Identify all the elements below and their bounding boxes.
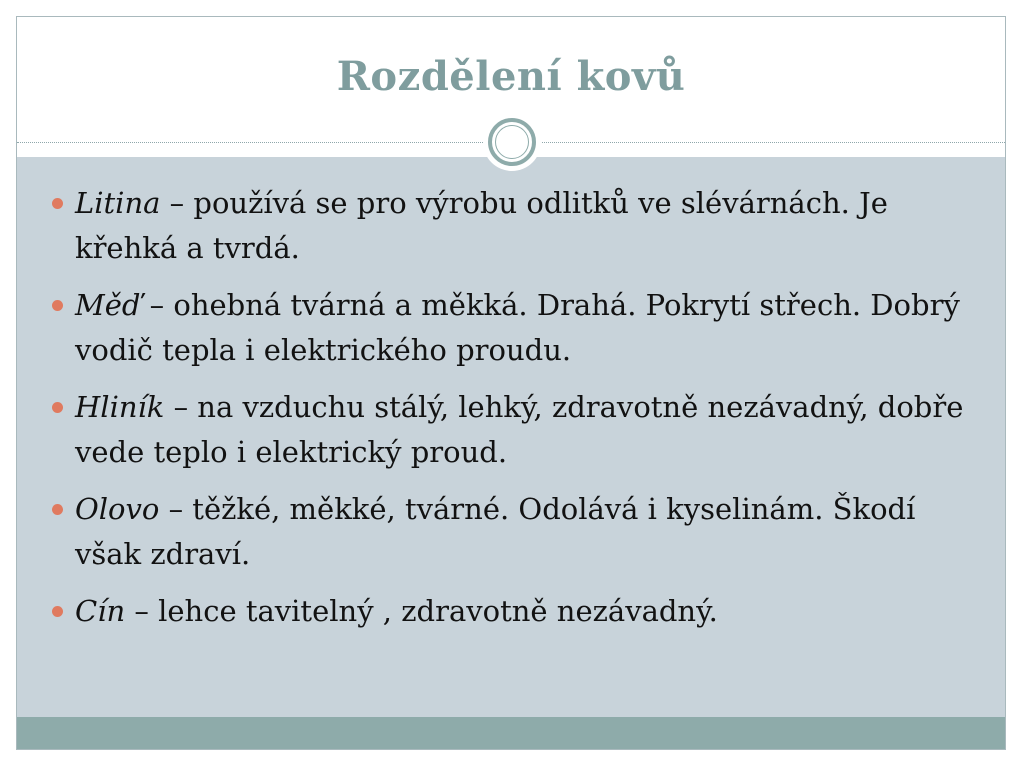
footer-band [17, 717, 1005, 750]
bullet-item-litina [49, 181, 989, 271]
slide-frame [16, 16, 1006, 750]
slide-title: Rozdělení kovů [336, 53, 686, 100]
divider-ornament-inner [495, 125, 529, 159]
bullet-term: Měď [75, 288, 141, 322]
bullet-term: Cín [75, 594, 126, 628]
bullet-text: – těžké, měkké, tvárné. Odolává i kyselinám. Škodí však zdraví. [75, 492, 916, 571]
bullet-term: Litina [75, 186, 161, 220]
bullet-text: – lehce tavitelný , zdravotně nezávadný. [125, 594, 718, 628]
bullet-text: – na vzduchu stálý, lehký, zdravotně nezávadný, dobře vede teplo i elektrický proud. [75, 390, 964, 469]
bullet-dot-icon [52, 402, 63, 413]
bullet-item-olovo [49, 487, 989, 577]
bullet-dot-icon [52, 198, 63, 209]
bullet-text: – používá se pro výrobu odlitků ve slévárnách. Je křehká a tvrdá. [75, 186, 888, 265]
bullet-item-hlinik [49, 385, 989, 475]
bullet-term: Olovo [75, 492, 160, 526]
bullet-list [49, 181, 989, 646]
bullet-dot-icon [52, 504, 63, 515]
bullet-text: – ohebná tvárná a měkká. Drahá. Pokrytí střech. Dobrý vodič tepla i elektrického proudu. [75, 288, 960, 367]
bullet-item-cin [49, 589, 989, 634]
bullet-dot-icon [52, 606, 63, 617]
bullet-dot-icon [52, 300, 63, 311]
bullet-term: Hliník [75, 390, 165, 424]
bullet-item-med [49, 283, 989, 373]
